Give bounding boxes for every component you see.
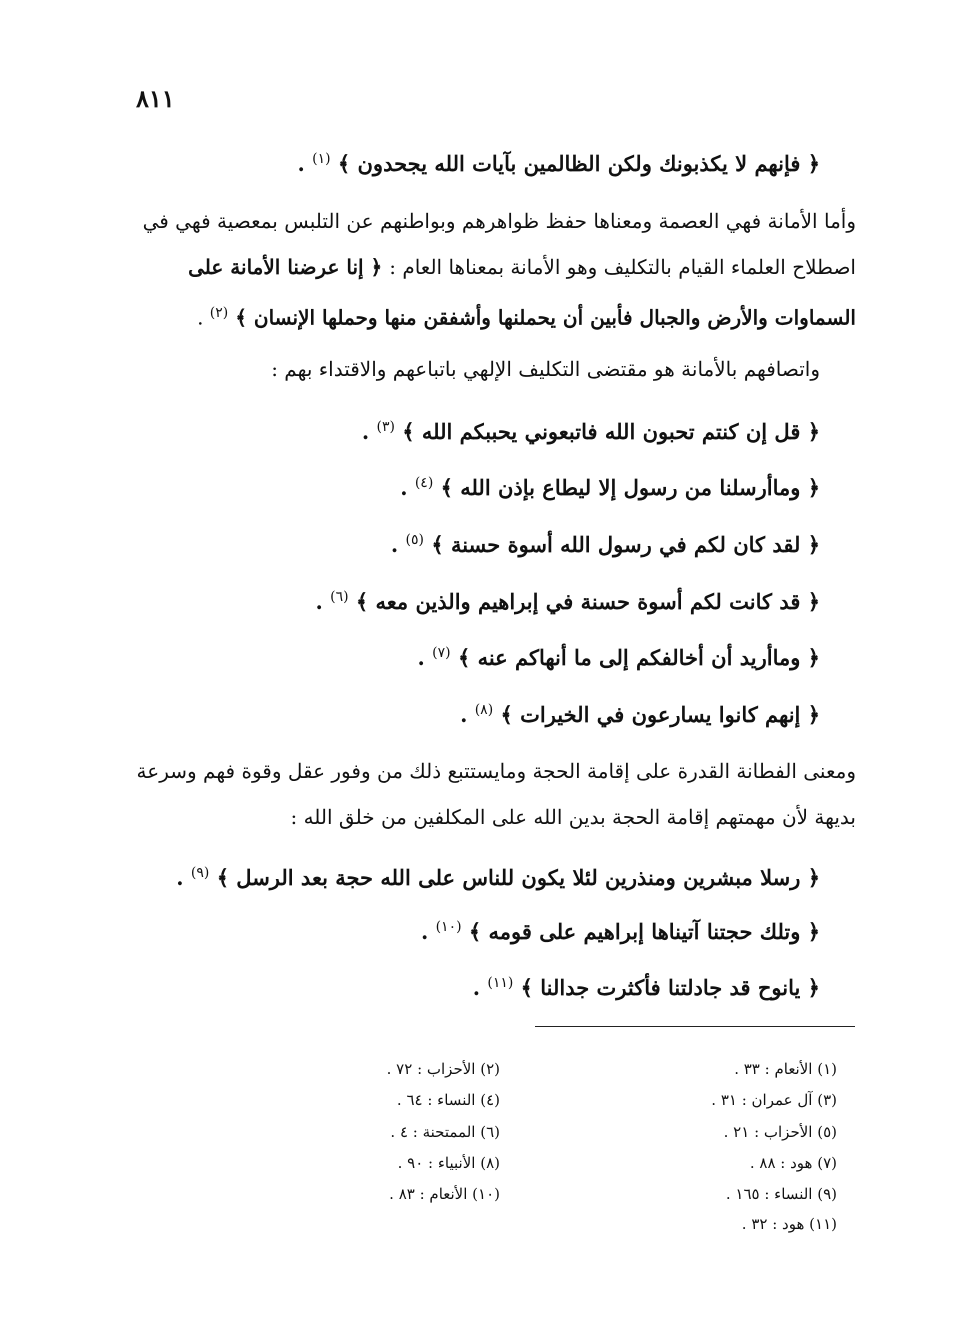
line-end: . xyxy=(420,919,436,944)
verse-text: ﴿ يانوح قد جادلتنا فأكثرت جدالنا ﴾ xyxy=(520,975,820,1000)
verse-text: ﴿ إنهم كانوا يسارعون في الخيرات ﴾ xyxy=(500,702,820,727)
verse-line-3 xyxy=(362,412,820,447)
verse-line-11 xyxy=(473,968,820,1003)
footnote-9: (٩) النساء : ١٦٥ . xyxy=(725,1185,837,1203)
footnote-5: (٥) الأحزاب : ٢١ . xyxy=(723,1123,837,1141)
paragraph-line xyxy=(130,244,856,290)
verse-text: ﴿ لقد كان لكم في رسول الله أسوة حسنة ﴾ xyxy=(431,532,820,557)
verse-text: ﴿ إنا عرضنا الأمانة على xyxy=(188,255,390,279)
footnote-6: (٦) الممتحنة : ٤ . xyxy=(390,1123,500,1141)
footnote-ref: (٣) xyxy=(376,419,395,435)
paragraph-line xyxy=(130,290,856,341)
footnote-3: (٣) آل عمران : ٣١ . xyxy=(711,1091,837,1109)
footnote-ref: (٩) xyxy=(190,865,210,881)
verse-text: ﴿ قد كانت لكم أسوة حسنة في إبراهيم والذين معه ﴾ xyxy=(355,589,820,614)
line-end: . xyxy=(417,645,433,670)
verse-line-5 xyxy=(391,525,820,560)
line-end: . xyxy=(460,702,475,727)
line-end: . xyxy=(197,305,210,330)
footnote-11: (١١) هود : ٣٢ . xyxy=(741,1215,837,1233)
page-number: ٨١١ xyxy=(136,84,175,113)
paragraph-line: ومعنى الفطانة القدرة على إقامة الحجة ومايستتبع ذلك من وفور عقل وقوة فهم وسرعة xyxy=(136,759,856,783)
footnote-1: (١) الأنعام : ٣٣ . xyxy=(734,1060,837,1078)
paragraph-ittisaf: واتصافهم بالأمانة هو مقتضى التكليف الإلهي باتباعهم والاقتداء بهم : xyxy=(271,357,820,381)
verse-line-6 xyxy=(315,582,820,617)
verse-line-4 xyxy=(400,468,820,503)
footnote-4: (٤) النساء : ٦٤ . xyxy=(396,1091,500,1109)
footnote-2: (٢) الأحزاب : ٧٢ . xyxy=(386,1060,500,1078)
verse-line-7 xyxy=(418,638,820,673)
footnote-ref: (٢) xyxy=(209,305,229,321)
verse-text: السماوات والأرض والجبال فأبين أن يحملنها وأشفقن منها وحملها الإنسان ﴾ xyxy=(235,305,856,330)
footnote-ref: (١) xyxy=(312,151,331,167)
footnote-ref: (١٠) xyxy=(435,919,462,935)
footnote-7: (٧) هود : ٨٨ . xyxy=(749,1154,837,1172)
footnote-ref: (٧) xyxy=(432,645,451,661)
verse-line-1 xyxy=(297,144,820,179)
line-end: . xyxy=(297,151,313,176)
line-end: . xyxy=(315,589,331,614)
footnote-ref: (٨) xyxy=(474,702,494,718)
footnote-separator xyxy=(535,1026,855,1027)
verse-line-8 xyxy=(460,695,820,730)
footnote-ref: (٥) xyxy=(405,532,425,548)
line-end: . xyxy=(361,419,377,444)
verse-text: ﴿ رسلا مبشرين ومنذرين لئلا يكون للناس على الله حجة بعد الرسل ﴾ xyxy=(216,865,820,890)
paragraph-amana xyxy=(130,198,856,341)
paragraph-fatana xyxy=(130,748,856,840)
verse-text: ﴿ فإنهم لا يكذبونك ولكن الظالمين بآيات الله يجحدون ﴾ xyxy=(337,151,820,176)
footnote-ref: (١١) xyxy=(487,975,514,991)
line-end: . xyxy=(400,475,415,500)
line-end: . xyxy=(390,532,406,557)
footnote-ref: (٦) xyxy=(330,589,349,605)
verse-text: ﴿ قل إن كنتم تحبون الله فاتبعوني يحببكم الله ﴾ xyxy=(402,419,820,444)
line-end: . xyxy=(472,975,488,1000)
footnote-ref: (٤) xyxy=(414,475,434,491)
footnote-8: (٨) الأنبياء : ٩٠ . xyxy=(397,1154,500,1172)
line-end: . xyxy=(176,865,191,890)
verse-text: ﴿ وماأريد أن أخالفكم إلى ما أنهاكم عنه ﴾ xyxy=(457,645,820,670)
verse-line-10 xyxy=(421,912,820,947)
verse-text: ﴿ وماأرسلنا من رسول إلا ليطاع بإذن الله ﴾ xyxy=(440,475,820,500)
verse-text: ﴿ وتلك حجتنا آتيناها إبراهيم على قومه ﴾ xyxy=(468,919,820,944)
paragraph-line: وأما الأمانة فهي العصمة ومعناها حفظ ظواهرهم وبواطنهم عن التلبس بمعصية فهي في xyxy=(142,209,856,233)
footnote-10: (١٠) الأنعام : ٨٣ . xyxy=(389,1185,500,1203)
paragraph-line: بديهة لأن مهمتهم إقامة الحجة بدين الله على المكلفين من خلق الله : xyxy=(290,805,856,829)
verse-line-9 xyxy=(176,858,820,893)
paragraph-text: اصطلاح العلماء القيام بالتكليف وهو الأمانة بمعناها العام : xyxy=(389,255,856,279)
